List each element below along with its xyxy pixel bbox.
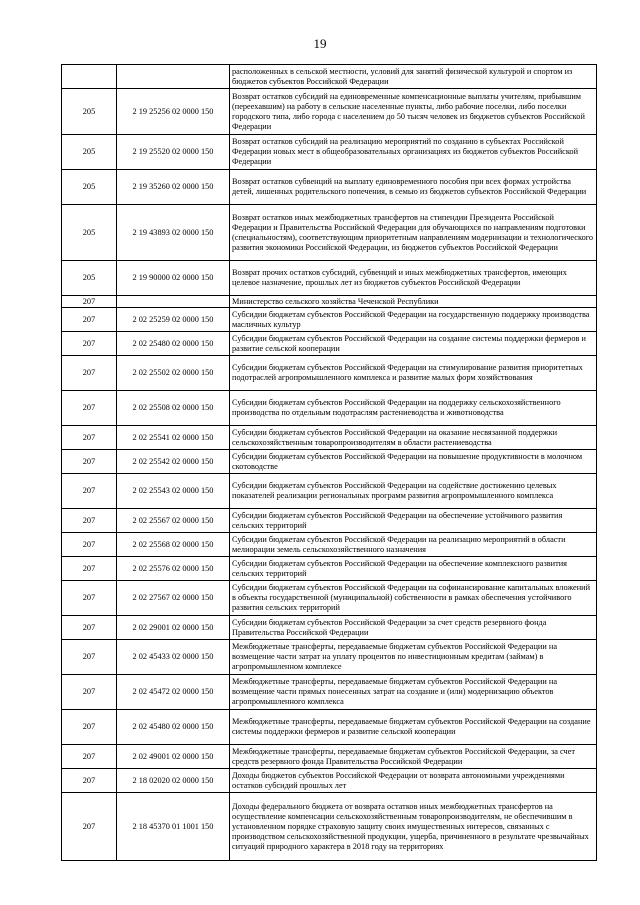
- table-row: [62, 616, 597, 640]
- table-row: [62, 296, 597, 308]
- revenue-code-cell: 2 02 29001 02 0000 150: [117, 616, 230, 640]
- admin-code-cell: 205: [62, 261, 117, 296]
- admin-code-cell: 205: [62, 89, 117, 135]
- revenue-code-cell: 2 02 25567 02 0000 150: [117, 509, 230, 533]
- table-row: [62, 426, 597, 450]
- table-row: [62, 533, 597, 557]
- revenue-code-cell: 2 02 45480 02 0000 150: [117, 710, 230, 745]
- admin-code-cell: 207: [62, 356, 117, 391]
- admin-code-cell: 207: [62, 745, 117, 769]
- table-row: [62, 769, 597, 793]
- revenue-code-cell: 2 02 27567 02 0000 150: [117, 581, 230, 616]
- admin-code-cell: 207: [62, 675, 117, 710]
- page-number: 19: [313, 36, 327, 51]
- revenue-name-cell: Субсидии бюджетам субъектов Российской Федерации за счет средств резервного фонда Правительства Российской Федерации: [230, 616, 597, 640]
- admin-code-cell: 207: [62, 450, 117, 474]
- admin-code-cell: 207: [62, 616, 117, 640]
- table-row: [62, 261, 597, 296]
- table-row: [62, 509, 597, 533]
- revenue-code-cell: 2 18 45370 01 1001 150: [117, 793, 230, 861]
- table-row: [62, 450, 597, 474]
- table-row: [62, 745, 597, 769]
- table-row: [62, 675, 597, 710]
- revenue-name-cell: Субсидии бюджетам субъектов Российской Федерации на создание системы поддержки фермеров и развитие сельской кооперации: [230, 332, 597, 356]
- revenue-code-cell: 2 02 25543 02 0000 150: [117, 474, 230, 509]
- revenue-code-cell: 2 19 35260 02 0000 150: [117, 170, 230, 205]
- admin-code-cell: 207: [62, 308, 117, 332]
- table-row: [62, 170, 597, 205]
- revenue-name-cell: Субсидии бюджетам субъектов Российской Федерации на реализацию мероприятий в области мелиорации земель сельскохозяйственного назначения: [230, 533, 597, 557]
- revenue-name-cell: Субсидии бюджетам субъектов Российской Федерации на софинансирование капитальных вложений в объекты государственной (муниципальной) собственности в рамках обеспечения устойчивого развития сельских территорий: [230, 581, 597, 616]
- admin-code-cell: 207: [62, 769, 117, 793]
- revenue-name-cell: Субсидии бюджетам субъектов Российской Федерации на оказание несвязанной поддержки сельскохозяйственным товаропроизводителям в области растениеводства: [230, 426, 597, 450]
- admin-code-cell: 205: [62, 170, 117, 205]
- table-row: [62, 581, 597, 616]
- revenue-codes-table: [61, 64, 597, 861]
- table-row: [62, 710, 597, 745]
- revenue-name-cell: Доходы федерального бюджета от возврата остатков иных межбюджетных трансфертов на осуществление компенсации сельскохозяйственным товаропроизводителям, не обеспечившим в установленном порядке страховую защиту своих имущественных интересов, связанных с производством сельскохозяйственной продукции, ущерба, причиненного в результате чрезвычайных ситуаций природного характера в 2018 году на территориях: [230, 793, 597, 861]
- admin-code-cell: 207: [62, 533, 117, 557]
- admin-code-cell: 205: [62, 205, 117, 261]
- revenue-code-cell: 2 19 25520 02 0000 150: [117, 135, 230, 170]
- revenue-code-cell: 2 02 25508 02 0000 150: [117, 391, 230, 426]
- admin-code-cell: 207: [62, 710, 117, 745]
- table-row: [62, 793, 597, 861]
- admin-code-cell: 207: [62, 640, 117, 675]
- revenue-code-cell: 2 02 25542 02 0000 150: [117, 450, 230, 474]
- revenue-code-cell: 2 02 25502 02 0000 150: [117, 356, 230, 391]
- revenue-name-cell: Субсидии бюджетам субъектов Российской Федерации на стимулирование развития приоритетных подотраслей агропромышленного комплекса и развитие малых форм хозяйствования: [230, 356, 597, 391]
- revenue-name-cell: Межбюджетные трансферты, передаваемые бюджетам субъектов Российской Федерации на создание системы поддержки фермеров и развитие сельской кооперации: [230, 710, 597, 745]
- revenue-name-cell: расположенных в сельской местности, условий для занятий физической культурой и спортом из бюджетов субъектов Российской Федерации: [230, 65, 597, 89]
- revenue-name-cell: Субсидии бюджетам субъектов Российской Федерации на содействие достижению целевых показателей реализации региональных программ развития агропромышленного комплекса: [230, 474, 597, 509]
- table-row: [62, 332, 597, 356]
- revenue-name-cell: Министерство сельского хозяйства Чеченской Республики: [230, 296, 597, 308]
- revenue-code-cell: [117, 296, 230, 308]
- revenue-code-cell: 2 19 25256 02 0000 150: [117, 89, 230, 135]
- revenue-code-cell: 2 02 45472 02 0000 150: [117, 675, 230, 710]
- revenue-name-cell: Субсидии бюджетам субъектов Российской Федерации на обеспечение комплексного развития сельских территорий: [230, 557, 597, 581]
- admin-code-cell: 207: [62, 793, 117, 861]
- revenue-code-cell: 2 02 25576 02 0000 150: [117, 557, 230, 581]
- revenue-name-cell: Возврат остатков субвенций на выплату единовременного пособия при всех формах устройства детей, лишенных родительского попечения, в семью из бюджетов субъектов Российской Федерации: [230, 170, 597, 205]
- revenue-code-cell: 2 19 43893 02 0000 150: [117, 205, 230, 261]
- revenue-code-cell: 2 02 25541 02 0000 150: [117, 426, 230, 450]
- admin-code-cell: 207: [62, 296, 117, 308]
- revenue-name-cell: Межбюджетные трансферты, передаваемые бюджетам субъектов Российской Федерации на возмещение части прямых понесенных затрат на создание и (или) модернизацию объектов агропромышленного комплекса: [230, 675, 597, 710]
- revenue-code-cell: 2 02 45433 02 0000 150: [117, 640, 230, 675]
- revenue-code-cell: 2 02 25480 02 0000 150: [117, 332, 230, 356]
- table-row: [62, 557, 597, 581]
- revenue-name-cell: Возврат прочих остатков субсидий, субвенций и иных межбюджетных трансфертов, имеющих целевое назначение, прошлых лет из бюджетов субъектов Российской Федерации: [230, 261, 597, 296]
- revenue-name-cell: Возврат остатков субсидий на реализацию мероприятий по созданию в субъектах Российской Федерации новых мест в общеобразовательных организациях из бюджетов субъектов Российской Федерации: [230, 135, 597, 170]
- admin-code-cell: 207: [62, 474, 117, 509]
- table-row: [62, 391, 597, 426]
- revenue-name-cell: Возврат остатков субсидий на единовременные компенсационные выплаты учителям, прибывшим (переехавшим) на работу в сельские населенные пункты, либо рабочие поселки, либо поселки городского типа, либо города с населением до 50 тысяч человек из бюджетов субъектов Российской Федерации: [230, 89, 597, 135]
- revenue-code-cell: 2 02 25259 02 0000 150: [117, 308, 230, 332]
- revenue-name-cell: Возврат остатков иных межбюджетных трансфертов на стипендии Президента Российской Федерации и Правительства Российской Федерации для обучающихся по направлениям подготовки (специальностям), соответствующим приоритетным направлениям модернизации и технологического развития экономики Российской Федерации, из бюджетов субъектов Российской Федерации: [230, 205, 597, 261]
- table-row: [62, 89, 597, 135]
- revenue-code-cell: 2 18 02020 02 0000 150: [117, 769, 230, 793]
- table-row: [62, 65, 597, 89]
- revenue-code-cell: 2 02 25568 02 0000 150: [117, 533, 230, 557]
- revenue-name-cell: Субсидии бюджетам субъектов Российской Федерации на обеспечение устойчивого развития сельских территорий: [230, 509, 597, 533]
- revenue-code-cell: 2 02 49001 02 0000 150: [117, 745, 230, 769]
- admin-code-cell: 207: [62, 509, 117, 533]
- revenue-code-cell: [117, 65, 230, 89]
- table-row: [62, 308, 597, 332]
- revenue-name-cell: Межбюджетные трансферты, передаваемые бюджетам субъектов Российской Федерации, за счет средств резервного фонда Правительства Российской Федерации: [230, 745, 597, 769]
- revenue-name-cell: Субсидии бюджетам субъектов Российской Федерации на повышение продуктивности в молочном скотоводстве: [230, 450, 597, 474]
- table-row: [62, 356, 597, 391]
- admin-code-cell: 207: [62, 581, 117, 616]
- revenue-name-cell: Субсидии бюджетам субъектов Российской Федерации на поддержку сельскохозяйственного производства по отдельным подотраслям растениеводства и животноводства: [230, 391, 597, 426]
- table-row: [62, 474, 597, 509]
- admin-code-cell: [62, 65, 117, 89]
- table-row: [62, 205, 597, 261]
- revenue-name-cell: Межбюджетные трансферты, передаваемые бюджетам субъектов Российской Федерации на возмещение части затрат на уплату процентов по инвестиционным кредитам (займам) в агропромышленном комплексе: [230, 640, 597, 675]
- revenue-name-cell: Доходы бюджетов субъектов Российской Федерации от возврата автономными учреждениями остатков субсидий прошлых лет: [230, 769, 597, 793]
- admin-code-cell: 205: [62, 135, 117, 170]
- admin-code-cell: 207: [62, 391, 117, 426]
- admin-code-cell: 207: [62, 426, 117, 450]
- revenue-name-cell: Субсидии бюджетам субъектов Российской Федерации на государственную поддержку производства масличных культур: [230, 308, 597, 332]
- revenue-code-cell: 2 19 90000 02 0000 150: [117, 261, 230, 296]
- admin-code-cell: 207: [62, 332, 117, 356]
- admin-code-cell: 207: [62, 557, 117, 581]
- table-row: [62, 135, 597, 170]
- table-row: [62, 640, 597, 675]
